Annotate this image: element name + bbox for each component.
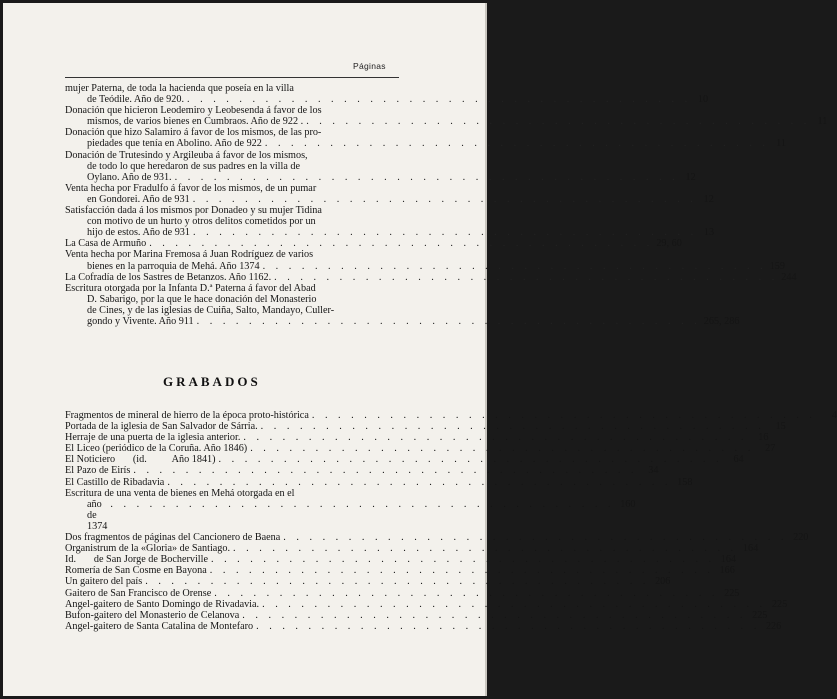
index-entry-line: D. Sabarigo, por la que le hace donación del Monasterio	[87, 293, 317, 305]
dot-leader: . . . . . . . . . . . . . . . . . . . . . . . . . . . . . . . . . . . . . . .	[214, 587, 719, 599]
plate-text: Angel-gaitero de Santo Domingo de Rivadavia.	[65, 598, 260, 610]
section-title: GRABADOS	[163, 374, 261, 389]
dot-leader: . . . . . . . . . . . . . . . . . . . . . . . . . . . . . . . . . . . . . . .	[243, 432, 748, 444]
page-number: 13	[703, 227, 715, 239]
plates-list	[65, 410, 837, 632]
dot-leader: . . . . . . . . . . . . . . . . . . . . . . . . . . . . . . . . . . . . . . .	[196, 315, 701, 327]
plate-text: Gaitero de San Francisco de Orense	[65, 587, 212, 599]
index-entry-line: Venta hecha por Marina Fremosa á Juan Rodríguez de varios	[65, 249, 314, 261]
dot-leader: . . . . . . . . . . . . . . . . . . . . . . . . . . . . . . . . . . . . . . .	[110, 498, 615, 510]
plate-entry	[65, 598, 788, 610]
plate-entry	[65, 465, 659, 477]
dot-leader: . . . . . . . . . . . . . . . . . . . . . . . . . . . . . . . . . . . . . . .	[250, 443, 755, 455]
plate-entry	[65, 443, 776, 455]
dot-leader: . . . . . . . . . . . . . . . . . . . . . . . . . . . . . . . . . . . . . . .	[209, 565, 714, 577]
plate-entry	[65, 421, 786, 433]
plate-entry	[65, 432, 769, 444]
dot-leader: . . . . . . . . . . . . . . . . . . . . . . . . . . . . . . . . . . . . . . .	[145, 576, 650, 588]
page-number: 226	[765, 620, 782, 632]
plate-continuation	[65, 498, 636, 532]
index-entry	[65, 149, 696, 183]
page-number: 164	[720, 554, 737, 566]
index-entry-line: Donación que hicieron Leodemiro y Leobesenda á favor de los	[65, 105, 322, 117]
dot-leader: . . . . . . . . . . . . . . . . . . . . . . . . . . . . . . . . . . . . . . .	[274, 271, 779, 283]
index-entry-last-line	[87, 138, 786, 150]
page-number: 64	[733, 454, 744, 466]
plate-entry	[65, 532, 809, 544]
page-number: 160	[620, 498, 636, 510]
dot-leader: . . . . . . . . . . . . . . . . . . . . . . . . . . . . . . . . . . . . . . .	[210, 554, 716, 566]
dot-leader: . . . . . . . . . . . . . . . . . . . . . . . . . . . . . . . . . . . . . . .	[311, 410, 816, 421]
index-entry	[65, 127, 786, 150]
index-entry-text: bienes en la parroquia de Mehá. Año 1374	[87, 260, 260, 272]
page-number: 27	[765, 443, 776, 455]
page-number: 159	[769, 260, 785, 272]
dot-leader: . . . . . . . . . . . . . . . . . . . . . . . . . . . . . . . . . . . . . . .	[256, 620, 761, 632]
page-number: 16	[758, 432, 769, 444]
document-page	[3, 3, 837, 696]
page-number: 4	[831, 410, 837, 421]
page-number: 220	[793, 532, 809, 544]
dot-leader: . . . . . . . . . . . . . . . . . . . . . . . . . . . . . . . . . . . . . . .	[233, 543, 738, 555]
index-entry-last-line	[87, 116, 828, 128]
index-entry-text: La Casa de Armuño	[65, 238, 147, 250]
dot-leader: . . . . . . . . . . . . . . . . . . . . . . . . . . . . . . . . . . . . . . .	[133, 465, 638, 477]
plate-text: Organistrum de la «Gloria» de Santiago.	[65, 543, 231, 555]
dot-leader: . . . . . . . . . . . . . . . . . . . . . . . . . . . . . . . . . . . . . . .	[167, 476, 672, 488]
dot-leader: . . . . . . . . . . . . . . . . . . . . . . . . . . . . . . . . . . . . . . .	[306, 116, 811, 128]
page-number: 11	[776, 138, 786, 150]
index-entry-last-line	[87, 193, 714, 205]
page-number: 12	[703, 193, 714, 205]
index-entry-last-line	[65, 271, 797, 283]
plate-entry	[65, 487, 636, 532]
plate-text: Un gaitero del país	[65, 576, 143, 588]
plate-text: El Liceo (periódico de la Coruña. Año 1846)	[65, 443, 248, 455]
page-number: 11	[817, 116, 828, 128]
index-entry	[65, 105, 828, 128]
page-number: 244	[781, 271, 797, 283]
dot-leader: . . . . . . . . . . . . . . . . . . . . . . . . . . . . . . . . . . . . . . .	[192, 193, 697, 205]
index-entry-text: piedades que tenía en Abolino. Año de 922	[87, 138, 262, 150]
plate-text: Escritura de una venta de bienes en Mehá otorgada en el	[65, 487, 295, 499]
page-number: 10	[697, 94, 709, 106]
index-entry-line: Satisfacción dada á los mismos por Donadeo y su mujer Tidina	[65, 205, 322, 217]
page-number: 265, 286	[703, 315, 740, 327]
dot-leader: . . . . . . . . . . . . . . . . . . . . . . . . . . . . . . . . . . . . . . .	[264, 138, 769, 150]
index-entry-line: Donación que hizo Salamiro á favor de los mismos, de las pro-	[65, 127, 322, 139]
index-entry-line: Donación de Trutesindo y Argileuba á favor de los mismos,	[65, 149, 308, 161]
plate-text: El Pazo de Eirís	[65, 465, 131, 477]
plate-text: Id. de San Jorge de Bocherville	[65, 554, 208, 566]
dot-leader: . . . . . . . . . . . . . . . . . . . . . . . . . . . . . . . . . . . . . . .	[283, 532, 788, 544]
dot-leader: . . . . . . . . . . . . . . . . . . . . . . . . . . . . . . . . . . . . . . .	[187, 94, 692, 106]
index-entry-text: Oylano. Año de 931.	[87, 171, 172, 183]
plate-text: Portada de la iglesia de San Salvador de Sárria.	[65, 421, 258, 433]
plate-text: Bufon-gaitero del Monasterio de Celanova	[65, 609, 240, 621]
plate-entry	[65, 454, 744, 466]
index-entry	[65, 249, 785, 272]
index-entry-last-line	[87, 260, 785, 272]
plate-text: Angel-gaitero de Santa Catalina de Montefaro	[65, 620, 254, 632]
dot-leader: . . . . . . . . . . . . . . . . . . . . . . . . . . . . . . . . . . . . . . .	[260, 421, 765, 433]
index-entry-text: mismos, de varios bienes en Cumbraos. Año de 922 .	[87, 116, 304, 128]
plate-text: Romería de San Cosme en Bayona	[65, 565, 207, 577]
index-entry-text: La Cofradía de los Sastres de Betanzos. Año 1162.	[65, 271, 272, 283]
page-number: 34	[648, 465, 659, 477]
index-entry-text: gondo y Vivente. Año 911	[87, 315, 194, 327]
plate-entry	[65, 410, 837, 421]
index-entry-last-line	[65, 238, 682, 250]
index-entry-last-line	[87, 315, 740, 327]
index-entry	[65, 238, 682, 250]
plate-entry	[65, 476, 693, 488]
index-list	[65, 83, 828, 327]
index-entry-line: mujer Paterna, de toda la hacienda que poseía en la villa	[65, 83, 294, 94]
dot-leader: . . . . . . . . . . . . . . . . . . . . . . . . . . . . . . . . . . . . . . .	[218, 454, 723, 466]
plate-text-continued: año de 1374	[87, 498, 108, 532]
index-entry-text: en Gondorei. Año de 931	[87, 193, 190, 205]
plate-entry	[65, 576, 671, 588]
plate-entry	[65, 609, 768, 621]
index-entry-last-line	[87, 227, 715, 239]
page-number: 158	[677, 476, 693, 488]
index-entry-text: de Teódile. Año de 920.	[87, 94, 184, 106]
dot-leader: . . . . . . . . . . . . . . . . . . . . . . . . . . . . . . . . . . . . . . .	[193, 227, 698, 239]
plate-text: Fragmentos de mineral de hierro de la época proto-histórica	[65, 410, 309, 421]
index-entry-line: de todo lo que heredaron de sus padres en la villa de	[87, 160, 301, 172]
index-entry	[65, 83, 709, 106]
dot-leader: . . . . . . . . . . . . . . . . . . . . . . . . . . . . . . . . . . . . . . .	[149, 238, 654, 250]
plate-entry	[65, 620, 782, 632]
plate-entry	[65, 543, 759, 555]
index-entry	[65, 182, 714, 205]
page-number: 12	[685, 171, 696, 183]
dot-leader: . . . . . . . . . . . . . . . . . . . . . . . . . . . . . . . . . . . . . . .	[262, 260, 767, 272]
index-entry	[65, 282, 740, 327]
dot-leader: . . . . . . . . . . . . . . . . . . . . . . . . . . . . . . . . . . . . . . .	[174, 171, 679, 183]
page-number: 225	[771, 598, 788, 610]
page-number: 29, 60	[656, 238, 682, 250]
plate-text: Herraje de una puerta de la iglesia anterior.	[65, 432, 241, 444]
plate-entry	[65, 565, 735, 577]
dot-leader: . . . . . . . . . . . . . . . . . . . . . . . . . . . . . . . . . . . . . . .	[262, 598, 767, 610]
index-entry-line: con motivo de un hurto y otros delitos cometidos por un	[87, 216, 316, 228]
index-entry-last-line	[87, 171, 696, 183]
index-entry	[65, 205, 715, 239]
index-entry-line: de Cines, y de las iglesias de Cuiña, Salto, Mandayo, Culler-	[87, 304, 335, 316]
plate-text: Dos fragmentos de páginas del Cancionero de Baena	[65, 532, 281, 544]
page-number: 166	[719, 565, 735, 577]
plate-entry	[65, 587, 740, 599]
index-entry-line: Escritura otorgada por la Infanta D.ª Paterna á favor del Abad	[65, 282, 316, 294]
index-entry-last-line	[87, 94, 709, 106]
page-number: 164	[742, 543, 759, 555]
plate-entry	[65, 554, 737, 566]
page-number: 206	[655, 576, 671, 588]
pages-header-label: Páginas	[353, 61, 386, 71]
page-number: 225	[724, 587, 740, 599]
index-entry	[65, 271, 797, 283]
header-rule	[65, 77, 399, 78]
plate-text: El Castillo de Ribadavia	[65, 476, 165, 488]
plate-text: El Noticiero (id. Año 1841)	[65, 454, 216, 466]
dot-leader: . . . . . . . . . . . . . . . . . . . . . . . . . . . . . . . . . . . . . . .	[242, 609, 747, 621]
page-number: 15	[775, 421, 786, 433]
index-entry-text: hijo de estos. Año de 931	[87, 227, 190, 239]
page-number: 225	[752, 609, 768, 621]
index-entry-line: Venta hecha por Fradulfo á favor de los mismos, de un pumar	[65, 182, 317, 194]
